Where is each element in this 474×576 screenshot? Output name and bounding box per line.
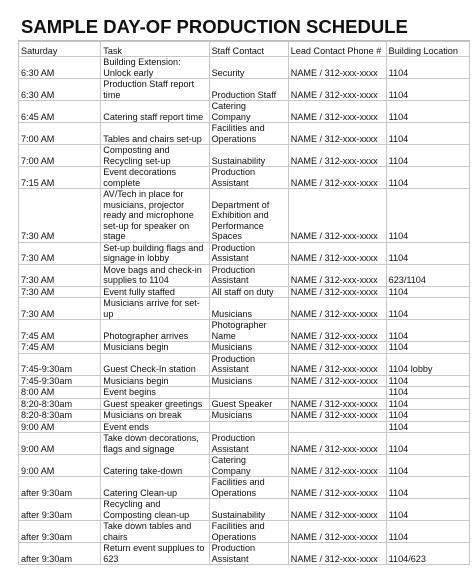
staff-contact-cell: Facilities and Operations [209, 521, 288, 543]
task-cell: Catering take-down [101, 455, 209, 477]
staff-contact-cell: Sustainability [209, 499, 288, 521]
staff-contact-cell: Department of Exhibition and Performance Spaces [209, 189, 288, 243]
location-cell: 1104 [386, 123, 469, 145]
table-row [19, 387, 470, 399]
task-cell: Take down tables and chairs [101, 521, 209, 543]
time-cell: 7:30 AM [19, 242, 101, 264]
column-header-task: Task [101, 42, 209, 57]
staff-contact-cell: Musicians [209, 375, 288, 387]
location-cell: 1104 [386, 101, 469, 123]
phone-cell: NAME / 312-xxx-xxxx [288, 499, 386, 521]
time-cell: 7:15 AM [19, 167, 101, 189]
staff-contact-cell: Facilities and Operations [209, 123, 288, 145]
time-cell: 8:20-8:30am [19, 398, 101, 410]
table-row [19, 286, 470, 298]
location-cell: 1104 [386, 375, 469, 387]
table-row [19, 79, 470, 101]
task-cell: Event begins [101, 387, 209, 399]
location-cell: 1104 [386, 410, 469, 422]
phone-cell: NAME / 312-xxx-xxxx [288, 286, 386, 298]
location-cell: 1104 lobby [386, 353, 469, 375]
column-header-saturday: Saturday [19, 42, 101, 57]
table-row [19, 264, 470, 286]
location-cell: 1104 [386, 455, 469, 477]
time-cell: 7:30 AM [19, 298, 101, 320]
task-cell: Set-up building flags and signage in lobby [101, 242, 209, 264]
phone-cell: NAME / 312-xxx-xxxx [288, 521, 386, 543]
location-cell: 1104 [386, 57, 469, 79]
table-row [19, 499, 470, 521]
phone-cell: NAME / 312-xxx-xxxx [288, 298, 386, 320]
table-row [19, 353, 470, 375]
table-row [19, 189, 470, 243]
staff-contact-cell: Security [209, 57, 288, 79]
time-cell: 9:00 AM [19, 421, 101, 433]
time-cell: 9:00 AM [19, 455, 101, 477]
staff-contact-cell: Catering Company [209, 101, 288, 123]
time-cell: 6:30 AM [19, 79, 101, 101]
task-cell: Take down decorations, flags and signage [101, 433, 209, 455]
time-cell: 7:30 AM [19, 286, 101, 298]
location-cell: 1104/623 [386, 543, 469, 565]
staff-contact-cell: Production Assistant [209, 264, 288, 286]
staff-contact-cell: All staff on duty [209, 286, 288, 298]
task-cell: Recycling and Composting clean-up [101, 499, 209, 521]
staff-contact-cell: Facilities and Operations [209, 477, 288, 499]
table-row [19, 342, 470, 354]
table-row [19, 543, 470, 565]
location-cell: 1104 [386, 167, 469, 189]
task-cell: Building Extension: Unlock early [101, 57, 209, 79]
phone-cell: NAME / 312-xxx-xxxx [288, 145, 386, 167]
time-cell: after 9:30am [19, 477, 101, 499]
phone-cell: NAME / 312-xxx-xxxx [288, 410, 386, 422]
location-cell: 1104 [386, 398, 469, 410]
location-cell: 1104 [386, 320, 469, 342]
table-row [19, 320, 470, 342]
time-cell: 9:00 AM [19, 433, 101, 455]
table-row [19, 455, 470, 477]
phone-cell: NAME / 312-xxx-xxxx [288, 264, 386, 286]
phone-cell: NAME / 312-xxx-xxxx [288, 477, 386, 499]
table-row [19, 145, 470, 167]
task-cell: Event decorations complete [101, 167, 209, 189]
table-row [19, 167, 470, 189]
time-cell: 7:45 AM [19, 342, 101, 354]
staff-contact-cell: Musicians [209, 410, 288, 422]
time-cell: 7:45-9:30am [19, 353, 101, 375]
phone-cell: NAME / 312-xxx-xxxx [288, 101, 386, 123]
task-cell: AV/Tech in place for musicians, projector ready and microphone set-up for speaker on stage [101, 189, 209, 243]
location-cell: 1104 [386, 79, 469, 101]
staff-contact-cell: Musicians [209, 342, 288, 354]
task-cell: Guest Check-In station [101, 353, 209, 375]
staff-contact-cell [209, 387, 288, 399]
phone-cell: NAME / 312-xxx-xxxx [288, 375, 386, 387]
time-cell: 8:20-8:30am [19, 410, 101, 422]
table-row [19, 410, 470, 422]
phone-cell: NAME / 312-xxx-xxxx [288, 57, 386, 79]
location-cell: 623/1104 [386, 264, 469, 286]
time-cell: 7:30 AM [19, 264, 101, 286]
column-header-lead-phone: Lead Contact Phone # [288, 42, 386, 57]
staff-contact-cell: Production Assistant [209, 353, 288, 375]
task-cell: Guest speaker greetings [101, 398, 209, 410]
table-row [19, 242, 470, 264]
table-row [19, 101, 470, 123]
time-cell: after 9:30am [19, 499, 101, 521]
time-cell: 6:45 AM [19, 101, 101, 123]
table-row [19, 521, 470, 543]
staff-contact-cell: Production Assistant [209, 543, 288, 565]
column-header-building-location: Building Location [386, 42, 469, 57]
staff-contact-cell: Production Assistant [209, 433, 288, 455]
staff-contact-cell: Production Assistant [209, 242, 288, 264]
table-row [19, 298, 470, 320]
task-cell: Tables and chairs set-up [101, 123, 209, 145]
location-cell: 1104 [386, 477, 469, 499]
location-cell: 1104 [386, 499, 469, 521]
header-row [19, 42, 470, 57]
task-cell: Photographer arrives [101, 320, 209, 342]
task-cell: Catering Clean-up [101, 477, 209, 499]
phone-cell: NAME / 312-xxx-xxxx [288, 433, 386, 455]
staff-contact-cell: Sustainability [209, 145, 288, 167]
time-cell: 7:30 AM [19, 189, 101, 243]
phone-cell: NAME / 312-xxx-xxxx [288, 342, 386, 354]
location-cell: 1104 [386, 298, 469, 320]
phone-cell [288, 387, 386, 399]
table-row [19, 433, 470, 455]
staff-contact-cell: Catering Company [209, 455, 288, 477]
phone-cell: NAME / 312-xxx-xxxx [288, 353, 386, 375]
table-row [19, 398, 470, 410]
phone-cell: NAME / 312-xxx-xxxx [288, 189, 386, 243]
location-cell: 1104 [386, 433, 469, 455]
location-cell: 1104 [386, 421, 469, 433]
task-cell: Composting and Recycling set-up [101, 145, 209, 167]
location-cell: 1104 [386, 189, 469, 243]
task-cell: Catering staff report time [101, 101, 209, 123]
phone-cell: NAME / 312-xxx-xxxx [288, 398, 386, 410]
table-row [19, 57, 470, 79]
task-cell: Musicians arrive for set-up [101, 298, 209, 320]
location-cell: 1104 [386, 521, 469, 543]
phone-cell: NAME / 312-xxx-xxxx [288, 167, 386, 189]
task-cell: Event fully staffed [101, 286, 209, 298]
staff-contact-cell: Production Assistant [209, 167, 288, 189]
task-cell: Musicians begin [101, 342, 209, 354]
time-cell: 7:00 AM [19, 123, 101, 145]
location-cell: 1104 [386, 387, 469, 399]
time-cell: 7:00 AM [19, 145, 101, 167]
document-title: SAMPLE DAY-OF PRODUCTION SCHEDULE [18, 14, 470, 41]
phone-cell [288, 421, 386, 433]
task-cell: Return event supplues to 623 [101, 543, 209, 565]
location-cell: 1104 [386, 286, 469, 298]
time-cell: after 9:30am [19, 543, 101, 565]
table-row [19, 123, 470, 145]
time-cell: 6:30 AM [19, 57, 101, 79]
task-cell: Production Staff report time [101, 79, 209, 101]
time-cell: after 9:30am [19, 521, 101, 543]
table-row [19, 477, 470, 499]
staff-contact-cell: Musicians [209, 298, 288, 320]
phone-cell: NAME / 312-xxx-xxxx [288, 79, 386, 101]
location-cell: 1104 [386, 242, 469, 264]
staff-contact-cell: Photographer Name [209, 320, 288, 342]
phone-cell: NAME / 312-xxx-xxxx [288, 123, 386, 145]
location-cell: 1104 [386, 145, 469, 167]
time-cell: 8:00 AM [19, 387, 101, 399]
task-cell: Move bags and check-in supplies to 1104 [101, 264, 209, 286]
table-row [19, 375, 470, 387]
task-cell: Musicians begin [101, 375, 209, 387]
schedule-table [18, 41, 470, 565]
task-cell: Musicians on break [101, 410, 209, 422]
time-cell: 7:45-9:30am [19, 375, 101, 387]
schedule-page [18, 14, 470, 565]
phone-cell: NAME / 312-xxx-xxxx [288, 320, 386, 342]
schedule-body [19, 57, 470, 565]
table-row [19, 421, 470, 433]
staff-contact-cell: Guest Speaker [209, 398, 288, 410]
phone-cell: NAME / 312-xxx-xxxx [288, 455, 386, 477]
staff-contact-cell: Production Staff [209, 79, 288, 101]
location-cell: 1104 [386, 342, 469, 354]
column-header-staff-contact: Staff Contact [209, 42, 288, 57]
time-cell: 7:45 AM [19, 320, 101, 342]
phone-cell: NAME / 312-xxx-xxxx [288, 242, 386, 264]
phone-cell: NAME / 312-xxx-xxxx [288, 543, 386, 565]
staff-contact-cell [209, 421, 288, 433]
task-cell: Event ends [101, 421, 209, 433]
